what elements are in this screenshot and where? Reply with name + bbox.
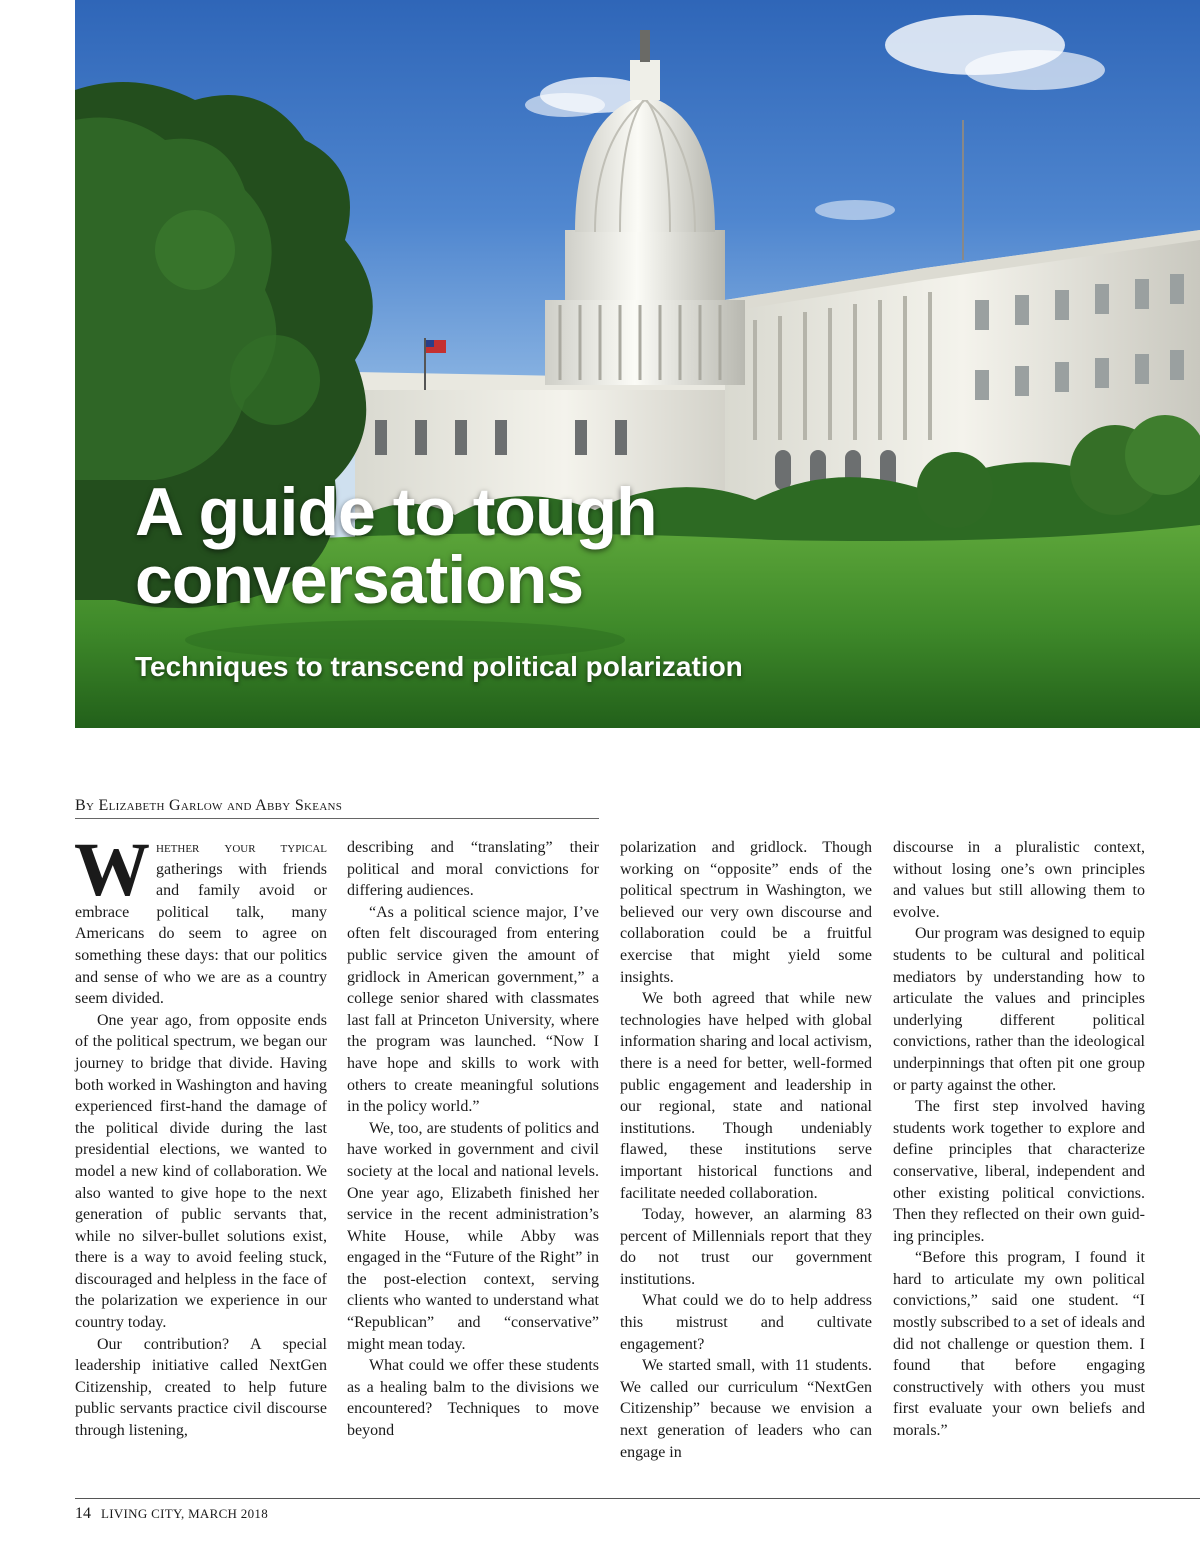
article-column-3: [620, 837, 872, 1463]
paragraph: discourse in a pluralistic context, without losing one’s own principles and values but still allowing them to evolve.: [893, 839, 1145, 921]
paragraph: We started small, with 11 students. We called our curriculum “NextGen Citizenship” because we envision a next generation of leaders who can engage in: [620, 1357, 872, 1461]
article-column-2: [347, 837, 599, 1442]
paragraph: What could we do to help address this mistrust and cultivate engagement?: [620, 1292, 872, 1353]
paragraph: “Before this program, I found it hard to articulate my own political convictions,” said one student. “I mostly subscribed to a set of ideals and did not challenge or question them. I found that before engaging constructively with others you must first evaluate your own beliefs and morals.”: [893, 1249, 1145, 1440]
article-column-1: [74, 828, 327, 1442]
paragraph: [74, 828, 327, 1010]
paragraph: polarization and gridlock. Though working on “opposite” ends of the political spectrum in Washington, we believed our very own discourse and collaboration could be a fruitful exercise that might yield some insights.: [620, 839, 872, 986]
subheadline: Techniques to transcend political polarization: [135, 651, 743, 682]
paragraph: We, too, are students of politics and have worked in government and civil society at the local and national levels. One year ago, Elizabeth finished her service in the recent administration’s White House, while Abby was engaged in the “Future of the Right” in the post-election context, serving clients who wanted to understand what “Republican” and “conservative” might mean today.: [347, 1119, 599, 1353]
paragraph: The first step involved having students work together to explore and define principles that characterize conservative, liberal, independent and other existing political convictions. Then they reflected on their own guiding principles.: [893, 1098, 1145, 1245]
paragraph: One year ago, from opposite ends of the political spectrum, we began our journey to bridge that divide. Having both worked in Washington and having experienced first-hand the damage of the political divide during the last presidential elections, we wanted to model a new kind of collaboration. We also wanted to give hope to the next generation of public servants that, while no silver-bullet solutions exist, there is a way to avoid feeling stuck, discouraged and helpless in the face of the polarization we experience in our country today.: [75, 1011, 327, 1332]
byline: By Elizabeth Garlow and Abby Skeans: [75, 797, 343, 814]
footer-divider: [75, 1498, 1200, 1499]
headline-line-1: A guide to tough: [135, 474, 657, 550]
paragraph: Our program was designed to equip students to be cultural and political mediators by understanding how to articulate the values and principles underlying different political convictions, rather than the ideological underpinnings that often pit one group or party against the other.: [893, 925, 1145, 1094]
paragraph: What could we offer these students as a healing balm to the divisions we encountered? Techniques to move beyond: [347, 1357, 599, 1440]
paragraph-text: gatherings with friends and family avoid or embrace political talk, many Americans do seem to agree on something these days: that our politics and sense of who we are as a country seem divided.: [75, 860, 327, 1008]
page-footer: [75, 1504, 268, 1524]
paragraph: “As a political science major, I’ve often felt discouraged from entering public service given the amount of gridlock in American government,” a college senior shared with classmates last fall at Princeton University, where the program was launched. “Now I have hope and skills to work with others to create meaningful solutions in the policy world.”: [347, 903, 599, 1116]
byline-divider: [75, 818, 599, 819]
paragraph: describing and “translating” their political and moral convictions for differing audiences.: [347, 839, 599, 900]
lead-in: hether your typical: [156, 839, 327, 856]
drop-cap: W: [74, 828, 150, 912]
paragraph: Today, however, an alarming 83 percent of Millennials report that they do not trust our government institutions.: [620, 1206, 872, 1288]
article-column-4: [893, 837, 1145, 1442]
magazine-issue: LIVING CITY, MARCH 2018: [101, 1506, 268, 1521]
page-number: 14: [75, 1505, 91, 1522]
paragraph: We both agreed that while new technologies have helped with global information sharing and local activism, there is a need for better, well-formed public engagement and leadership in our regional, state and national institutions. Though undeniably flawed, these institutions serve important historical functions and facilitate needed collaboration.: [620, 990, 872, 1202]
headline: [135, 474, 1035, 618]
capitol-illustration: [75, 0, 1200, 728]
paragraph: Our contribution? A special leadership initiative called NextGen Citizenship, created to help future public servants practice civil discourse through listening,: [75, 1335, 327, 1440]
hero-image: [75, 0, 1200, 728]
headline-line-2: conversations: [135, 542, 584, 618]
